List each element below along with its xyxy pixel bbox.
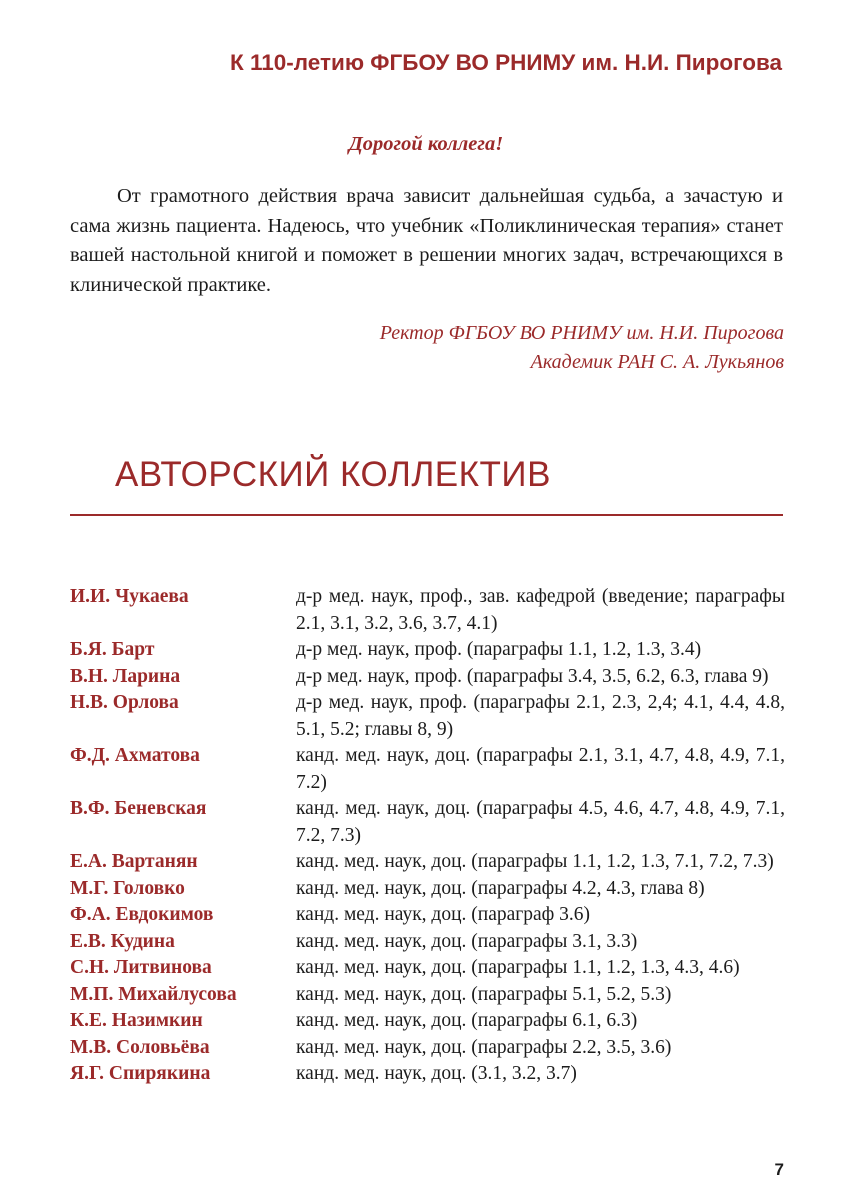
author-name: С.Н. Литвинова — [70, 957, 212, 978]
author-row — [70, 664, 785, 691]
author-role: д-р мед. наук, проф. (параграфы 2.1, 2.3, 2,4; 4.1, 4.4, 4.8, 5.1, 5.2; главы 8, 9) — [296, 692, 785, 740]
author-name: Я.Г. Спирякина — [70, 1063, 211, 1084]
author-row — [70, 955, 785, 982]
author-name: М.В. Соловьёва — [70, 1036, 210, 1058]
author-role: канд. мед. наук, доц. (параграфы 4.5, 4.6, 4.7, 4.8, 4.9, 7.1, 7.2, 7.3) — [296, 798, 785, 846]
author-role: канд. мед. наук, доц. (параграфы 1.1, 1.2, 1.3, 7.1, 7.2, 7.3) — [296, 851, 774, 872]
author-row — [70, 902, 785, 929]
author-name: Ф.А. Евдокимов — [70, 904, 214, 925]
author-name: М.Г. Головко — [70, 877, 185, 899]
page-header-title: К 110-летию ФГБОУ ВО РНИМУ им. Н.И. Пирогова — [230, 50, 782, 75]
author-name: Н.В. Орлова — [70, 692, 179, 713]
signature-name: Академик РАН С. А. Лукьянов — [530, 351, 784, 373]
author-name: В.Н. Ларина — [70, 665, 181, 687]
section-divider — [70, 514, 783, 516]
author-row — [70, 1008, 785, 1035]
letter-body: От грамотного действия врача зависит дальнейшая судьба, а зачастую и сама жизнь пациента. Надеюсь, что учебник «Поликлиническая терапия» станет вашей настольной книгой и поможет в решении многих задач, встречающихся в клинической практике. — [70, 185, 783, 296]
author-row — [70, 929, 785, 956]
author-name: К.Е. Назимкин — [70, 1010, 203, 1031]
author-row — [70, 690, 785, 743]
signature-position: Ректор ФГБОУ ВО РНИМУ им. Н.И. Пирогова — [379, 322, 784, 344]
author-role: канд. мед. наук, доц. (параграфы 2.1, 3.1, 4.7, 4.8, 4.9, 7.1, 7.2) — [296, 745, 785, 793]
author-role: д-р мед. наук, проф. (параграфы 3.4, 3.5, 6.2, 6.3, глава 9) — [296, 665, 769, 687]
author-role: д-р мед. наук, проф., зав. кафедрой (введение; параграфы 2.1, 3.1, 3.2, 3.6, 3.7, 4.1) — [296, 586, 785, 634]
author-name: И.И. Чукаева — [70, 586, 189, 607]
author-row — [70, 849, 785, 876]
letter-greeting: Дорогой коллега! — [348, 133, 504, 155]
author-row — [70, 584, 785, 637]
page-number: 7 — [774, 1160, 784, 1179]
author-role: канд. мед. наук, доц. (параграфы 3.1, 3.3) — [296, 930, 638, 952]
author-name: В.Ф. Беневская — [70, 798, 207, 819]
author-row — [70, 796, 785, 849]
author-role: канд. мед. наук, доц. (параграфы 6.1, 6.3) — [296, 1010, 638, 1031]
author-row — [70, 1061, 785, 1088]
author-row — [70, 743, 785, 796]
author-row — [70, 982, 785, 1009]
author-role: канд. мед. наук, доц. (параграфы 1.1, 1.2, 1.3, 4.3, 4.6) — [296, 957, 740, 978]
author-role: канд. мед. наук, доц. (параграфы 5.1, 5.2, 5.3) — [296, 983, 672, 1005]
author-name: М.П. Михайлусова — [70, 983, 237, 1005]
authors-list — [70, 584, 785, 1088]
author-name: Ф.Д. Ахматова — [70, 745, 200, 766]
author-row — [70, 637, 785, 664]
author-role: канд. мед. наук, доц. (параграфы 2.2, 3.5, 3.6) — [296, 1036, 672, 1058]
author-role: канд. мед. наук, доц. (параграф 3.6) — [296, 904, 591, 925]
author-name: Е.А. Вартанян — [70, 851, 198, 872]
author-role: д-р мед. наук, проф. (параграфы 1.1, 1.2, 1.3, 3.4) — [296, 639, 702, 660]
author-name: Е.В. Кудина — [70, 930, 175, 952]
author-row — [70, 1035, 785, 1062]
section-title: АВТОРСКИЙ КОЛЛЕКТИВ — [115, 455, 551, 494]
letter-signature — [380, 319, 784, 377]
author-role: канд. мед. наук, доц. (3.1, 3.2, 3.7) — [296, 1063, 577, 1084]
author-role: канд. мед. наук, доц. (параграфы 4.2, 4.3, глава 8) — [296, 877, 705, 899]
author-name: Б.Я. Барт — [70, 639, 155, 660]
author-row — [70, 876, 785, 903]
